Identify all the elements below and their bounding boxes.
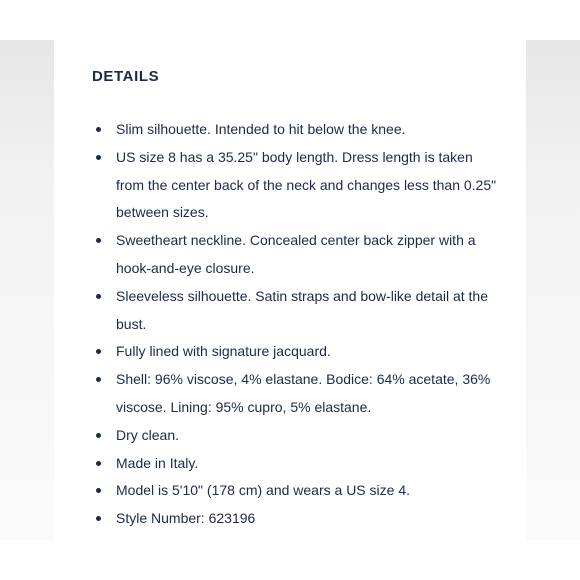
list-item <box>92 477 502 505</box>
right-gray-margin <box>526 40 580 540</box>
list-item <box>92 144 502 227</box>
bullet-icon <box>96 155 101 160</box>
list-item-text: Sweetheart neckline. Concealed center back zipper with a hook-and-eye closure. <box>116 232 476 276</box>
left-gray-margin <box>0 40 54 540</box>
details-heading: DETAILS <box>92 68 160 85</box>
list-item <box>92 366 502 422</box>
details-panel <box>54 0 526 580</box>
list-item <box>92 422 502 450</box>
list-item <box>92 450 502 478</box>
bullet-icon <box>96 294 101 299</box>
bullet-icon <box>96 377 101 382</box>
list-item-text: Style Number: 623196 <box>116 510 256 527</box>
list-item-text: Model is 5'10" (178 cm) and wears a US size 4. <box>116 482 410 499</box>
list-item <box>92 283 502 339</box>
list-item-text: Slim silhouette. Intended to hit below the knee. <box>116 121 406 137</box>
bullet-icon <box>96 461 101 466</box>
bullet-icon <box>96 488 101 493</box>
list-item-text: Fully lined with signature jacquard. <box>116 343 331 360</box>
bullet-icon <box>96 127 101 132</box>
bullet-icon <box>96 349 101 354</box>
bullet-icon <box>96 238 101 243</box>
list-item-text: Dry clean. <box>116 426 180 443</box>
list-item-text: Sleeveless silhouette. Satin straps and bow-like detail at the bust. <box>116 287 488 332</box>
list-item-text: Made in Italy. <box>116 454 199 471</box>
bullet-icon <box>96 516 101 521</box>
list-item <box>92 116 502 144</box>
list-item-text: US size 8 has a 35.25" body length. Dress length is taken from the center back of the neck and changes less than 0.25" between sizes. <box>116 148 497 221</box>
details-list <box>92 116 502 533</box>
list-item <box>92 338 502 366</box>
list-item <box>92 227 502 283</box>
list-item-text: Shell: 96% viscose, 4% elastane. Bodice: 64% acetate, 36% viscose. Lining: 95% cupro, 5% elastane. <box>116 371 491 415</box>
list-item <box>92 505 502 533</box>
bullet-icon <box>96 433 101 438</box>
